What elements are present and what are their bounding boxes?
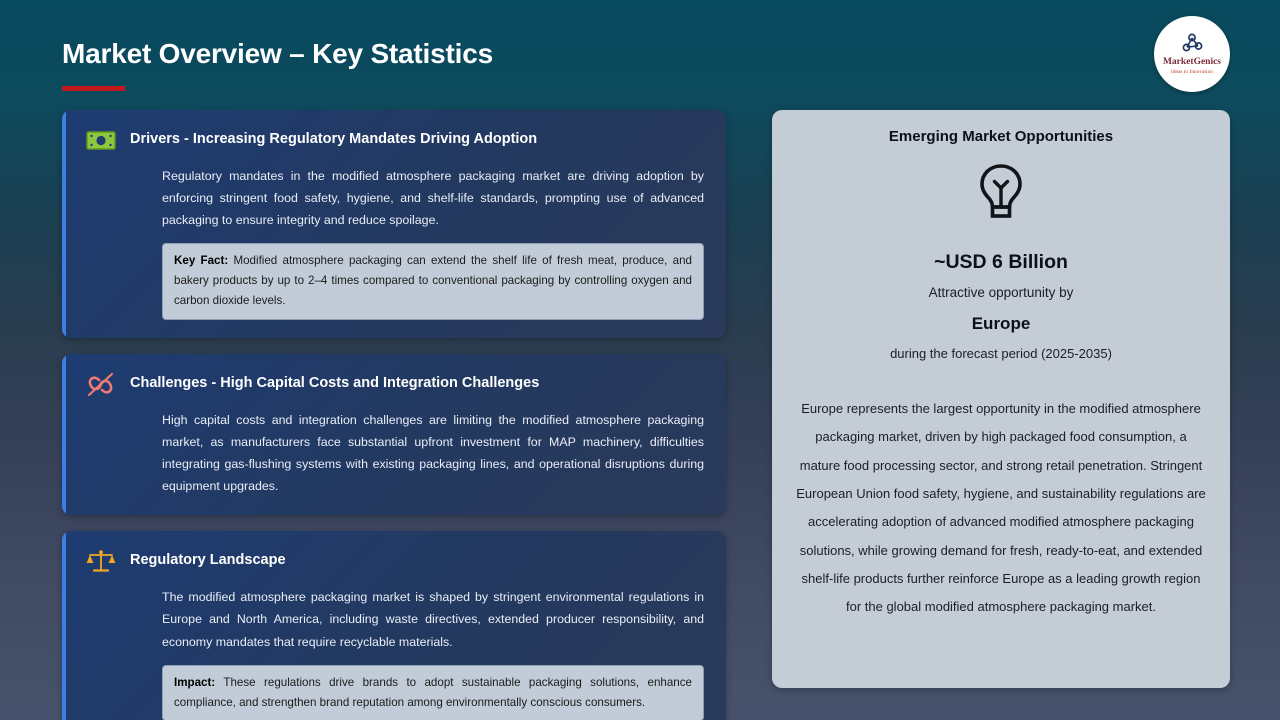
company-logo bbox=[1154, 16, 1230, 92]
card-title: Drivers - Increasing Regulatory Mandates Driving Adoption bbox=[130, 131, 538, 147]
key-fact-callout bbox=[162, 243, 704, 320]
broken-link-icon bbox=[84, 368, 118, 402]
insight-card-regulatory-landscape[interactable] bbox=[62, 531, 726, 720]
card-body-text: High capital costs and integration challenges are limiting the modified atmosphere packaging market, as manufacturers face substantial upfront investment for MAP machinery, difficulties integrating gas-flushing systems with existing packaging lines, and operational disruptions during equipment upgrades. bbox=[162, 413, 704, 494]
card-body-text: Regulatory mandates in the modified atmosphere packaging market are driving adoption by enforcing stringent food safety, hygiene, and shelf-life standards, prompting use of advanced packaging to ensure integrity and reduce spoilage. bbox=[162, 169, 704, 228]
card-title: Regulatory Landscape bbox=[130, 552, 286, 569]
callout-label: Key Fact: bbox=[174, 254, 229, 268]
insight-card-list bbox=[62, 110, 726, 720]
card-header bbox=[84, 370, 704, 402]
forecast-period: during the forecast period (2025-2035) bbox=[890, 346, 1112, 361]
page-title: Market Overview – Key Statistics bbox=[62, 38, 493, 69]
title-underline-accent bbox=[62, 86, 125, 91]
opportunity-region: Europe bbox=[971, 314, 1031, 333]
logo-tagline: Ideas to Innovation bbox=[1171, 69, 1213, 75]
opportunity-value: ~USD 6 Billion bbox=[934, 251, 1068, 273]
opportunity-value-caption: Attractive opportunity by bbox=[928, 285, 1074, 300]
molecule-network-icon bbox=[1179, 33, 1205, 57]
emerging-opportunities-panel bbox=[772, 110, 1230, 688]
insight-card-challenges[interactable] bbox=[62, 354, 726, 515]
card-header bbox=[84, 547, 704, 579]
insight-card-drivers[interactable] bbox=[62, 110, 726, 338]
logo-company-name: MarketGenics bbox=[1162, 57, 1222, 67]
callout-text: These regulations drive brands to adopt sustainable packaging solutions, enhance compliance, and strengthen brand reputation among environmentally conscious consumers. bbox=[174, 675, 692, 709]
card-header bbox=[84, 126, 704, 158]
panel-icon-wrap bbox=[794, 163, 1208, 223]
panel-title: Emerging Market Opportunities bbox=[888, 128, 1114, 145]
balance-scale-icon bbox=[84, 545, 118, 579]
banknote-icon bbox=[84, 124, 118, 158]
lightbulb-icon bbox=[975, 163, 1027, 223]
callout-text: Modified atmosphere packaging can extend the shelf life of fresh meat, produce, and bakery products by up to 2–4 times compared to conventional packaging by controlling oxygen and carbon dioxide levels. bbox=[174, 254, 692, 308]
impact-callout bbox=[162, 665, 704, 720]
card-body-text: The modified atmosphere packaging market is shaped by stringent environmental regulations in Europe and North America, including waste directives, extended producer responsibility, and economy mandates that require recyclable materials. bbox=[162, 590, 704, 649]
callout-label: Impact: bbox=[174, 675, 216, 689]
card-title: Challenges - High Capital Costs and Integration Challenges bbox=[130, 375, 540, 392]
opportunity-description: Europe represents the largest opportunity in the modified atmosphere packaging market, driven by high packaged food consumption, a mature food processing sector, and strong retail penetration. Stringent European Union food safety, hygiene, and sustainability regulations are accelerating adoption of advanced modified atmosphere packaging solutions, while growing demand for fresh, ready-to-eat, and extended shelf-life products further reinforce Europe as a leading growth region for the global modified atmosphere packaging market. bbox=[796, 401, 1206, 615]
